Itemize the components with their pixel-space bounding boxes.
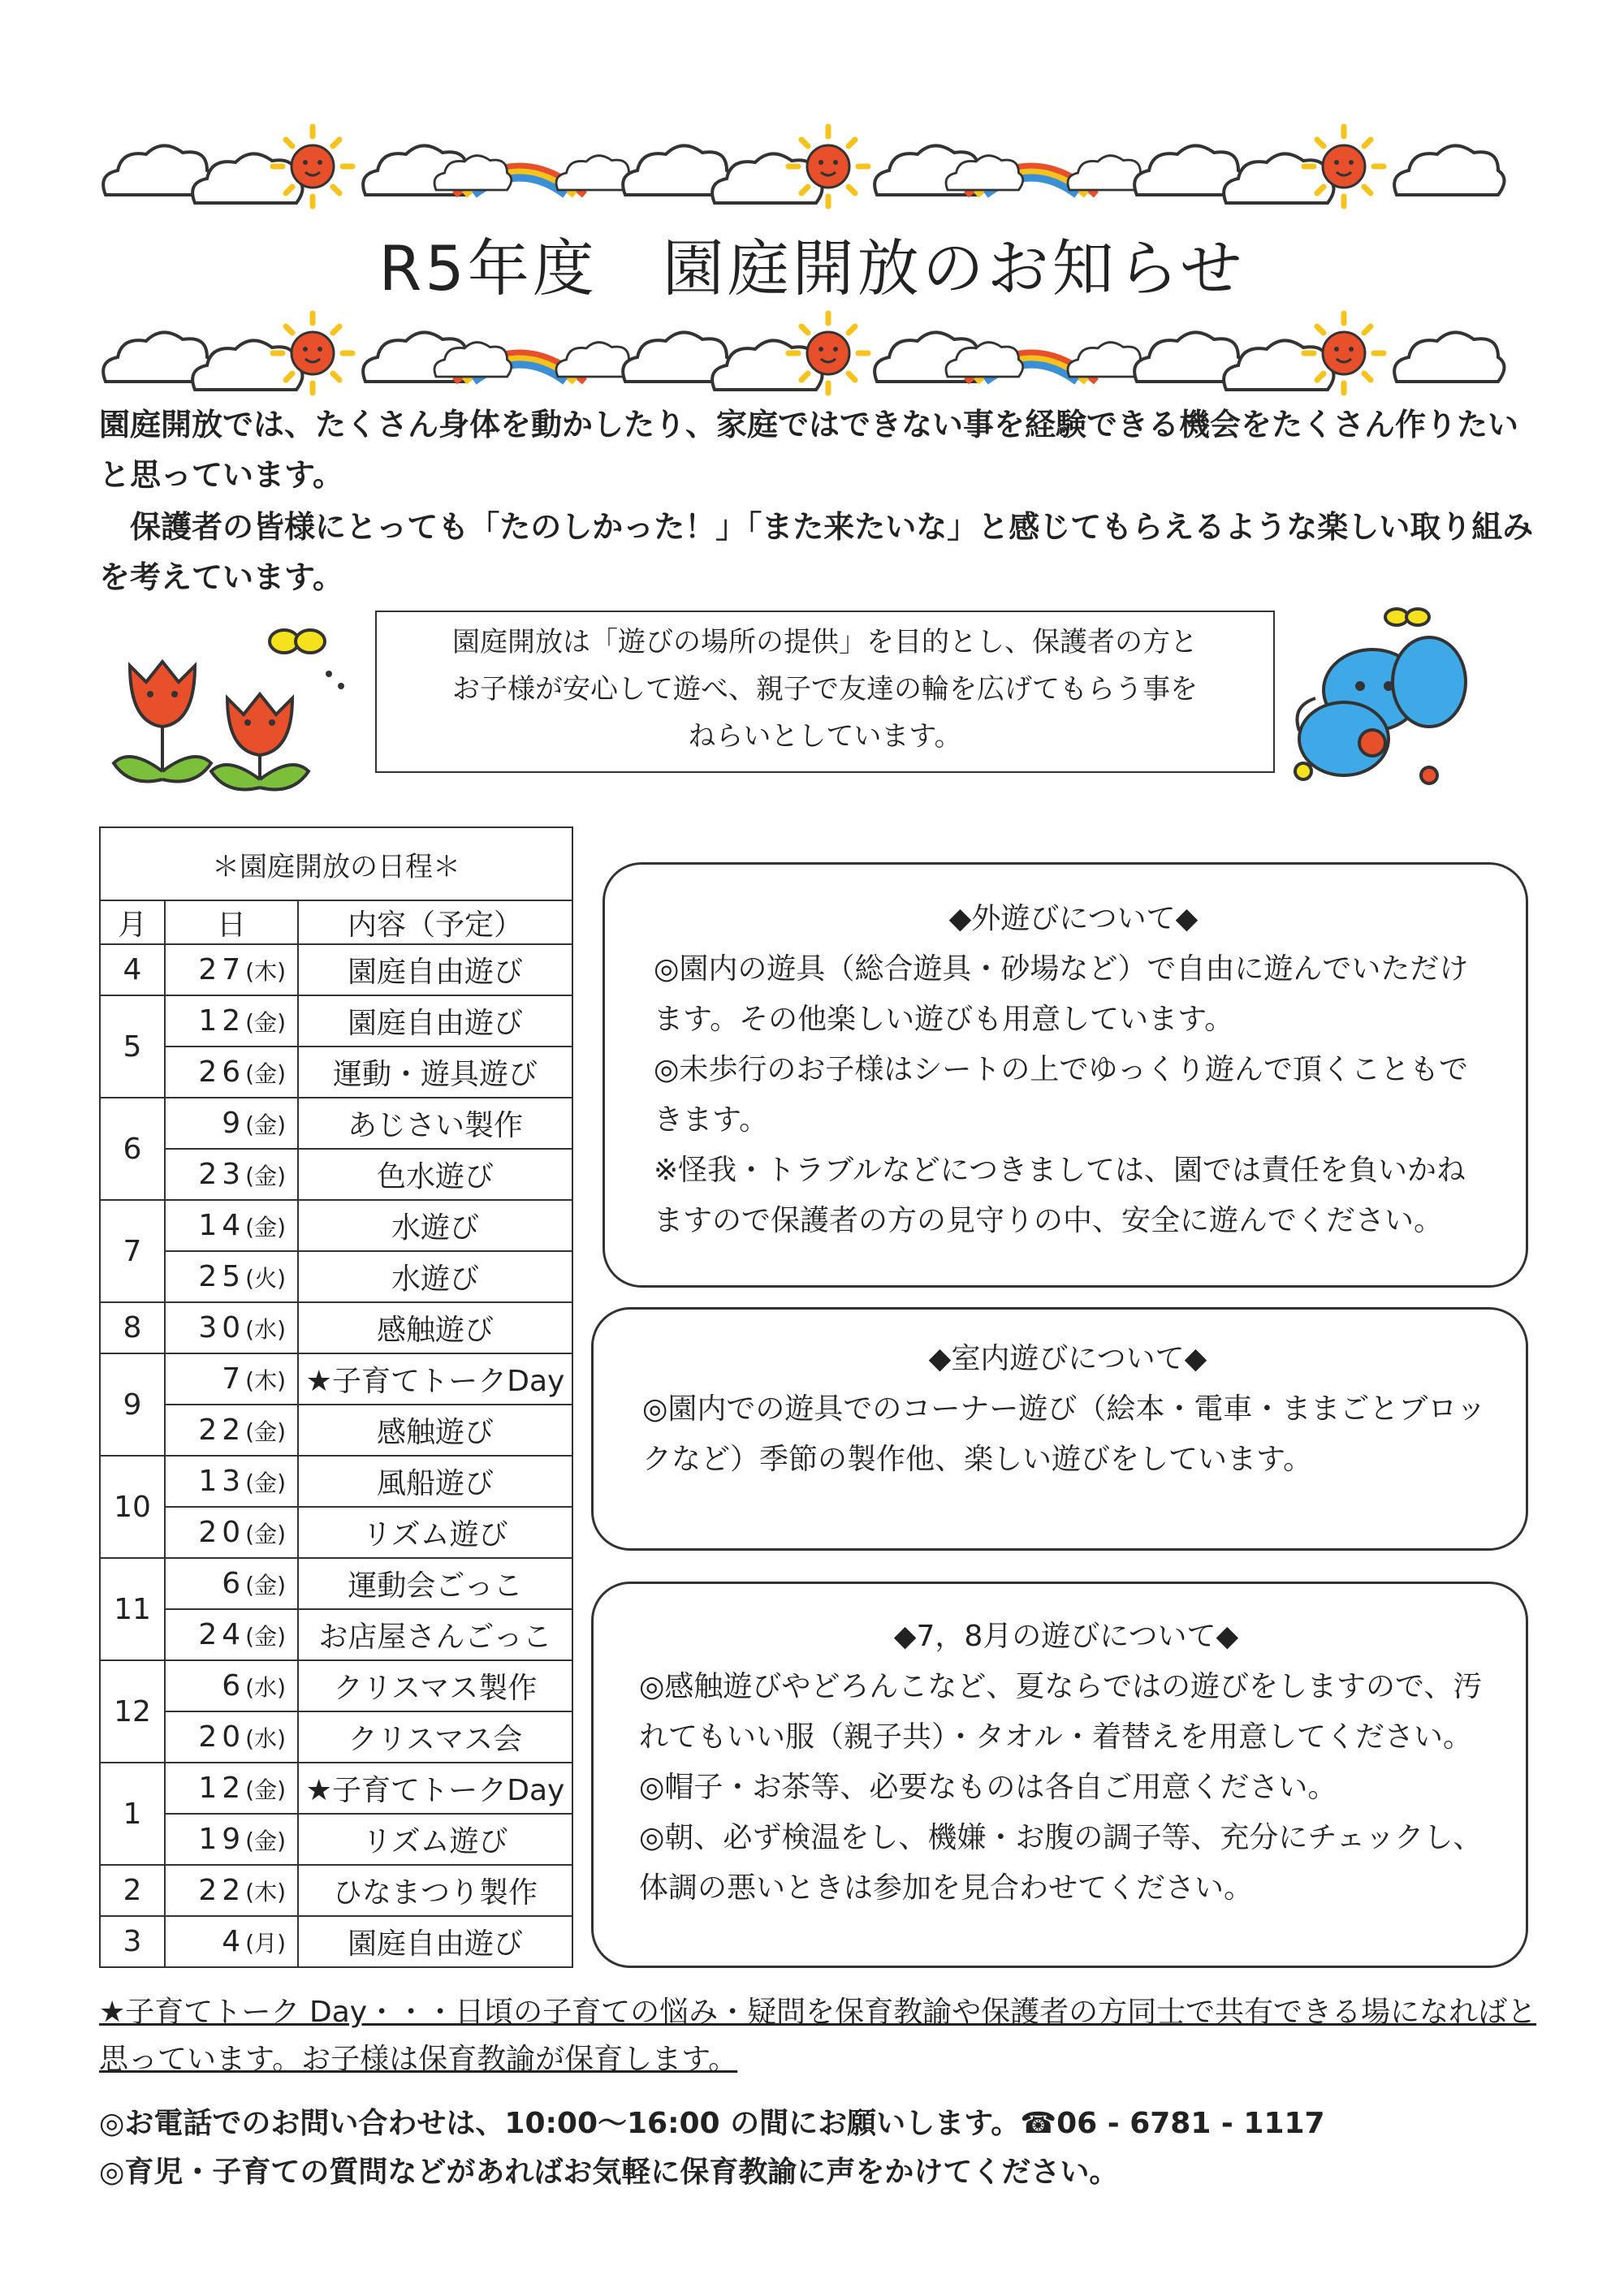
day-of-week: (金) [245, 1623, 286, 1650]
day-number: 25 [198, 1260, 246, 1293]
month-cell: 7 [100, 1200, 165, 1302]
indoor-play-box [591, 1307, 1528, 1551]
day-cell [165, 1558, 298, 1609]
page-title: R5年度 園庭開放のお知らせ [378, 232, 1246, 304]
decoration-row-top [97, 122, 1535, 219]
day-number: 12 [198, 1004, 246, 1038]
table-row [100, 1763, 572, 1814]
table-row [100, 1609, 572, 1660]
outdoor-item-2: ◎未歩行のお子様はシートの上でゆっくり遊んで頂くこともできます。 [654, 1053, 1469, 1137]
content-cell: 園庭自由遊び [298, 995, 572, 1047]
day-cell [165, 1916, 298, 1967]
content-cell: クリスマス製作 [298, 1660, 572, 1711]
table-row [100, 1200, 572, 1251]
day-cell [165, 1251, 298, 1302]
content-cell: 水遊び [298, 1251, 572, 1302]
day-of-week: (金) [245, 1470, 286, 1496]
content-cell: ★子育てトークDay [298, 1353, 572, 1405]
content-cell: リズム遊び [298, 1814, 572, 1865]
day-of-week: (金) [245, 1418, 286, 1445]
contact-notes [99, 2100, 1544, 2197]
summer-play-box [591, 1582, 1528, 1968]
day-number: 13 [198, 1465, 246, 1498]
talkday-note: ★子育てトーク Day・・・日頃の子育ての悩み・疑問を保育教諭や保護者の方同士で共有できる場になればと思っています。お子様は保育教諭が保育します。 [99, 1996, 1537, 2076]
outdoor-title: ◆外遊びについて◆ [948, 902, 1199, 935]
day-number: 20 [198, 1516, 246, 1549]
table-row [100, 1098, 572, 1149]
day-cell [165, 1047, 298, 1098]
table-row [100, 995, 572, 1047]
table-row [100, 1558, 572, 1609]
month-cell: 12 [100, 1660, 165, 1763]
day-of-week: (木) [245, 1879, 286, 1905]
day-number: 6 [222, 1567, 246, 1600]
indoor-title: ◆室内遊びについて◆ [928, 1342, 1207, 1375]
summer-item-2: ◎帽子・お茶等、必要なものは各自ご用意ください。 [639, 1771, 1337, 1804]
intro-paragraph-2: 保護者の皆様にとっても「たのしかった！」「また来たいな」と感じてもらえるような楽しい取り組みを考えています。 [99, 509, 1534, 595]
content-cell: お店屋さんごっこ [298, 1609, 572, 1660]
day-number: 14 [198, 1209, 246, 1242]
consult-note: ◎育児・子育ての質問などがあればお気軽に保育教諭に声をかけてください。 [99, 2156, 1119, 2189]
table-row [100, 1047, 572, 1098]
content-cell: リズム遊び [298, 1507, 572, 1558]
month-cell: 9 [100, 1353, 165, 1456]
table-row [100, 1251, 572, 1302]
cloud-sun-rainbow-decoration [97, 122, 1535, 219]
day-cell [165, 1711, 298, 1763]
content-cell: ひなまつり製作 [298, 1865, 572, 1916]
day-of-week: (金) [245, 1572, 286, 1599]
purpose-box [375, 611, 1275, 773]
day-of-week: (月) [245, 1930, 286, 1957]
day-cell [165, 1302, 298, 1353]
tulip-butterfly-illustration [97, 617, 365, 796]
month-cell: 4 [100, 944, 165, 995]
day-cell [165, 1814, 298, 1865]
day-cell [165, 1660, 298, 1711]
content-cell: 水遊び [298, 1200, 572, 1251]
day-of-week: (金) [245, 1009, 286, 1036]
content-cell: あじさい製作 [298, 1098, 572, 1149]
table-row [100, 1353, 572, 1405]
header-day: 日 [165, 900, 298, 944]
day-cell [165, 1098, 298, 1149]
table-row [100, 1814, 572, 1865]
purpose-line-2: お子様が安心して遊べ、親子で友達の輪を広げてもらう事を [452, 673, 1198, 706]
month-cell: 2 [100, 1865, 165, 1916]
day-of-week: (金) [245, 1776, 286, 1803]
outdoor-play-box [603, 862, 1528, 1288]
phone-note: ◎お電話でのお問い合わせは、10:00～16:00 の間にお願いします。☎06 - 6781 - 1117 [99, 2107, 1325, 2140]
day-of-week: (火) [245, 1265, 286, 1292]
day-number: 6 [222, 1669, 246, 1703]
content-cell: クリスマス会 [298, 1711, 572, 1763]
summer-item-1: ◎感触遊びやどろんこなど、夏ならではの遊びをしますので、汚れてもいい服（親子共）・タオル・着替えを用意してください。 [639, 1670, 1483, 1754]
day-number: 20 [198, 1720, 246, 1754]
day-number: 19 [198, 1823, 246, 1856]
outdoor-item-3: ※怪我・トラブルなどにつきましては、園では責任を負いかねますので保護者の方の見守りの中、安全に遊んでください。 [654, 1154, 1466, 1237]
day-number: 7 [222, 1362, 246, 1396]
day-of-week: (木) [245, 1367, 286, 1394]
table-row [100, 1916, 572, 1967]
day-of-week: (金) [245, 1060, 286, 1087]
month-cell: 8 [100, 1302, 165, 1353]
day-number: 22 [198, 1874, 246, 1907]
purpose-line-1: 園庭開放は「遊びの場所の提供」を目的とし、保護者の方と [452, 626, 1198, 658]
content-cell: 園庭自由遊び [298, 944, 572, 995]
day-of-week: (水) [245, 1674, 286, 1701]
decoration-row-bottom [97, 309, 1535, 406]
content-cell: 園庭自由遊び [298, 1916, 572, 1967]
day-cell [165, 944, 298, 995]
month-cell: 3 [100, 1916, 165, 1967]
table-row [100, 1456, 572, 1507]
header-content: 内容（予定） [298, 900, 572, 944]
content-cell: 運動・遊具遊び [298, 1047, 572, 1098]
day-cell [165, 1609, 298, 1660]
day-cell [165, 1353, 298, 1405]
month-cell: 6 [100, 1098, 165, 1200]
table-row [100, 1865, 572, 1916]
day-of-week: (木) [245, 958, 286, 985]
day-cell [165, 1763, 298, 1814]
day-cell [165, 1405, 298, 1456]
table-row [100, 1149, 572, 1200]
day-number: 30 [198, 1311, 246, 1344]
table-row [100, 1507, 572, 1558]
content-cell: 感触遊び [298, 1302, 572, 1353]
day-cell [165, 1200, 298, 1251]
header-month: 月 [100, 900, 165, 944]
content-cell: ★子育てトークDay [298, 1763, 572, 1814]
cloud-sun-rainbow-decoration [97, 309, 1535, 406]
purpose-line-3: ねらいとしています。 [688, 720, 962, 753]
day-cell [165, 995, 298, 1047]
month-cell: 11 [100, 1558, 165, 1660]
day-of-week: (金) [245, 1828, 286, 1854]
day-number: 27 [198, 953, 246, 986]
day-of-week: (金) [245, 1111, 286, 1138]
day-of-week: (水) [245, 1725, 286, 1752]
day-of-week: (金) [245, 1214, 286, 1241]
content-cell: 運動会ごっこ [298, 1558, 572, 1609]
day-of-week: (水) [245, 1316, 286, 1343]
day-of-week: (金) [245, 1163, 286, 1189]
summer-item-3: ◎朝、必ず検温をし、機嫌・お腹の調子等、充分にチェックし、体調の悪いときは参加を見合わせてください。 [639, 1821, 1483, 1905]
content-cell: 風船遊び [298, 1456, 572, 1507]
day-cell [165, 1507, 298, 1558]
summer-title: ◆7，8月の遊びについて◆ [893, 1620, 1239, 1653]
day-number: 26 [198, 1055, 246, 1089]
month-cell: 1 [100, 1763, 165, 1865]
table-row [100, 1660, 572, 1711]
table-row [100, 944, 572, 995]
day-cell [165, 1865, 298, 1916]
day-number: 22 [198, 1413, 246, 1447]
table-row [100, 1405, 572, 1456]
day-number: 23 [198, 1158, 246, 1191]
day-number: 9 [222, 1107, 246, 1140]
content-cell: 色水遊び [298, 1149, 572, 1200]
month-cell: 5 [100, 995, 165, 1098]
month-cell: 10 [100, 1456, 165, 1558]
day-of-week: (金) [245, 1521, 286, 1547]
day-number: 12 [198, 1772, 246, 1805]
content-cell: 感触遊び [298, 1405, 572, 1456]
schedule-table [99, 826, 573, 1968]
day-number: 24 [198, 1618, 246, 1651]
table-row [100, 1711, 572, 1763]
table-row [100, 1302, 572, 1353]
indoor-item-1: ◎園内での遊具でのコーナー遊び（絵本・電車・ままごとブロックなど）季節の製作他、楽しい遊びをしています。 [642, 1392, 1486, 1476]
elephant-illustration [1283, 601, 1527, 796]
outdoor-item-1: ◎園内の遊具（総合遊具・砂場など）で自由に遊んでいただけます。その他楽しい遊びも用意しています。 [654, 952, 1469, 1036]
day-cell [165, 1456, 298, 1507]
day-cell [165, 1149, 298, 1200]
day-number: 4 [222, 1925, 246, 1958]
intro-paragraph-1: 園庭開放では、たくさん身体を動かしたり、家庭ではできない事を経験できる機会をたくさん作りたいと思っています。 [99, 407, 1519, 493]
schedule-caption: ＊園庭開放の日程＊ [100, 827, 572, 900]
